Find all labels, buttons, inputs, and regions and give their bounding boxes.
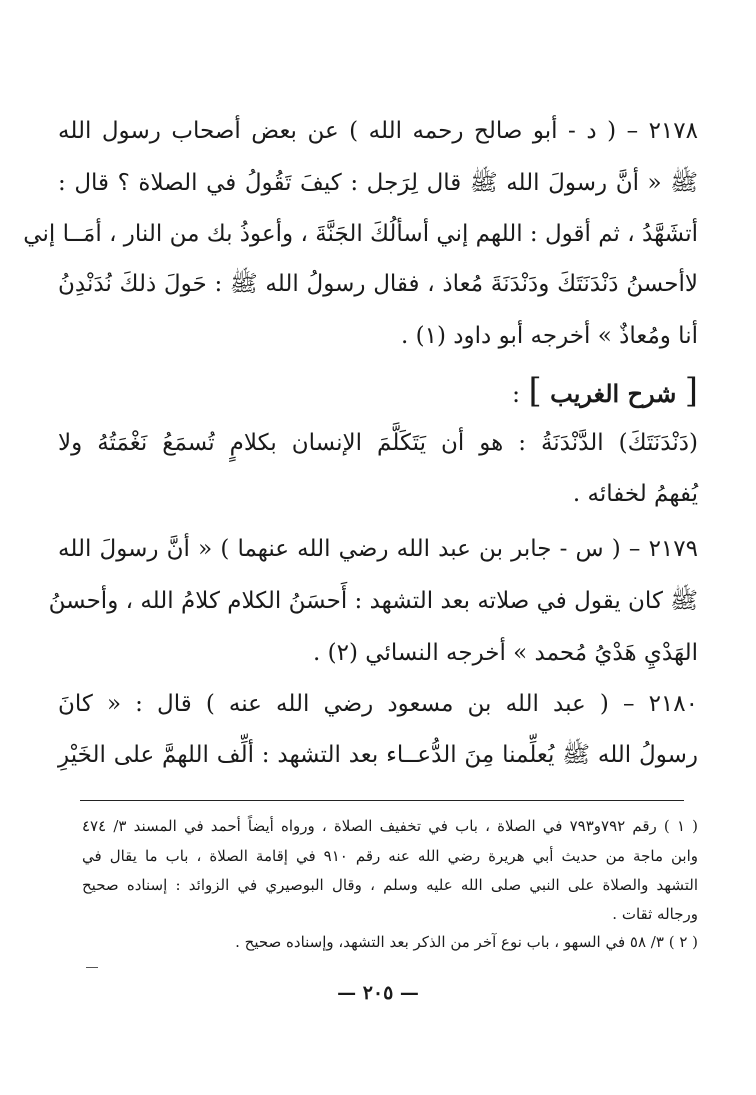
hadith-2178-line-2: ﷺ « أنَّ رسولَ الله ﷺ قال لِرَجل : كيفَ تَقُولُ في الصلاة ؟ قال : [58,170,698,196]
gharib-heading-text: شرح الغريب [550,379,677,408]
open-bracket: [ [684,371,698,411]
colon: : [512,380,521,408]
footnote-1-line-1: ( ١ ) رقم ٧٩٢و٧٩٣ في الصلاة ، باب في تخفيف الصلاة ، ورواه أيضاً أحمد في المسند ٣/ ٤٧٤ [82,817,699,835]
hadith-2178-line-3: أتشَهَّدُ ، ثم أقول : اللهم إني أسألُكَ الجَنَّةَ ، وأعوذُ بك من النار ، أمَــا إني [23,221,698,247]
hadith-2178-line-1: ٢١٧٨ – ( د - أبو صالح رحمه الله ) عن بعض أصحاب رسول الله [58,118,698,144]
hadith-2180-line-2: رسولُ الله ﷺ يُعلِّمنا مِنَ الدُّعــاء بعد التشهد : ألِّف اللهمَّ على الخَيْرِ [58,742,698,768]
gharib-line-1: (دَنْدَنَتَكَ) الدَّنْدَنَةُ : هو أن يَتَكَلَّمَ الإنسان بكلامٍ تُسمَعُ نَغْمَتُهُ ولا [58,430,698,456]
footnote-2: ( ٢ ) ٣/ ٥٨ في السهو ، باب نوع آخر من الذكر بعد التشهد، وإسناده صحيح . [235,933,698,951]
gharib-line-2: يُفهمُ لخفائه . [572,481,698,507]
footnote-1-line-2: وابن ماجة من حديث أبي هريرة رضي الله عنه رقم ٩١٠ في إقامة الصلاة ، باب ما يقال في [82,847,699,865]
hadith-2179-line-3: الهَدْيِ هَدْيُ مُحمد » أخرجه النسائي (٢) . [313,640,698,666]
hadith-2180-line-1: ٢١٨٠ – ( عبد الله بن مسعود رضي الله عنه ) قال : « كانَ [58,691,698,717]
hadith-2178-line-4: لاأحسنُ دَنْدَنَتَكَ ودَنْدَنَةَ مُعاذ ، فقال رسولُ الله ﷺ : حَولَ ذلكَ نُدَنْدِنُ [58,271,698,297]
footnote-divider [80,800,684,801]
footnote-end-mark [86,967,98,968]
page-number: — ٢٠٥ — [337,982,419,1004]
hadith-2179-line-1: ٢١٧٩ – ( س - جابر بن عبد الله رضي الله عنهما ) « أنَّ رسولَ الله [58,536,698,562]
footnote-1-line-3: التشهد والصلاة على النبي صلى الله عليه وسلم ، وقال البوصيري في الزوائد : إسناده صحيح [82,876,698,894]
footnote-1-line-4: ورجاله ثقات . [612,905,698,923]
hadith-2178-line-5: أنا ومُعاذٌ » أخرجه أبو داود (١) . [401,323,698,349]
close-bracket: ] [528,371,542,411]
gharib-heading [512,371,698,411]
hadith-2179-line-2: ﷺ كان يقول في صلاته بعد التشهد : أَحسَنُ الكلام كلامُ الله ، وأحسنُ [48,588,698,614]
